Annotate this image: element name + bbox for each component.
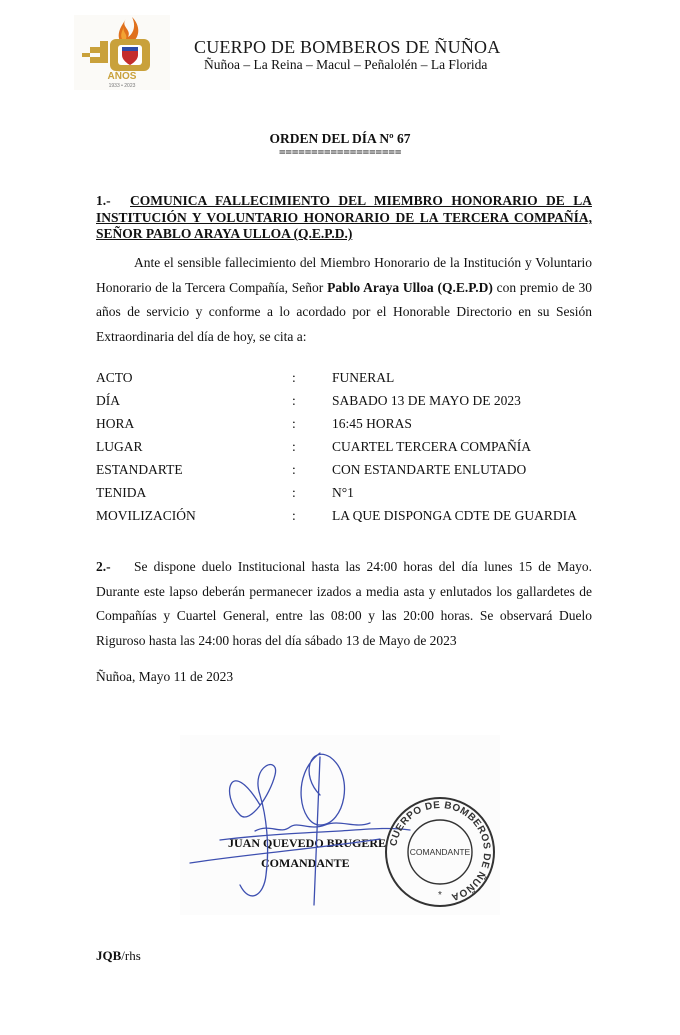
- anniversary-logo: [74, 15, 170, 90]
- section-1-heading-line-2: INSTITUCIÓN Y VOLUNTARIO HONORARIO DE LA TERCERA COMPAÑÍA,: [96, 210, 592, 225]
- svg-text:AÑOS: AÑOS: [107, 71, 137, 82]
- section-1-paragraph: [96, 251, 592, 349]
- official-stamp-icon: [382, 794, 498, 910]
- svg-text:*: *: [438, 890, 442, 901]
- signer-title: COMANDANTE: [261, 856, 350, 870]
- detail-label: MOVILIZACIÓN: [96, 508, 196, 523]
- detail-value: 16:45 HORAS: [332, 416, 412, 431]
- detail-row: [96, 439, 592, 462]
- title-rule: ===================: [278, 145, 402, 159]
- detail-label: ESTANDARTE: [96, 462, 183, 477]
- svg-text:COMANDANTE: COMANDANTE: [409, 847, 471, 857]
- detail-label: DÍA: [96, 393, 120, 408]
- initials-reference: [96, 948, 141, 964]
- svg-text:1933 • 2023: 1933 • 2023: [108, 83, 136, 89]
- organization-name: CUERPO DE BOMBEROS DE ÑUÑOA: [194, 37, 501, 57]
- section-2-text: Se dispone duelo Institucional hasta las 24:00 horas del día lunes 15 de Mayo. Durante este lapso deberán permanecer izados a media asta y enlutados los gallardetes de Compañías y Cuartel General, entre las 08:00 y las 20:00 horas. Se observará Duelo Riguroso hasta las 24:00 horas del día sábado 13 de Mayo de 2023: [96, 559, 592, 648]
- detail-row: [96, 416, 592, 439]
- detail-colon: :: [292, 416, 296, 431]
- organization-communes: Ñuñoa – La Reina – Macul – Peñalolén – La Florida: [204, 57, 488, 72]
- deceased-name: Pablo Araya Ulloa (Q.E.P.D): [327, 279, 493, 295]
- signer-name: JUAN QUEVEDO BRUGERE: [228, 836, 387, 850]
- date-line: Ñuñoa, Mayo 11 de 2023: [96, 669, 234, 684]
- paragraph-text: con premio de 30 años de servicio y conforme a lo acordado por el Honorable Directorio en su Sesión Extraordinaria del día de hoy, se cita a:: [96, 279, 592, 344]
- detail-value: N°1: [332, 485, 354, 500]
- initials-rest: /rhs: [121, 948, 141, 963]
- svg-text:CUERPO DE BOMBEROS DE ÑUÑOA: CUERPO DE BOMBEROS DE ÑUÑOA: [388, 799, 493, 903]
- detail-colon: :: [292, 439, 296, 454]
- detail-colon: :: [292, 508, 296, 523]
- detail-value: SABADO 13 DE MAYO DE 2023: [332, 393, 521, 408]
- detail-label: ACTO: [96, 370, 133, 385]
- detail-value: LA QUE DISPONGA CDTE DE GUARDIA: [332, 508, 577, 523]
- detail-row: [96, 370, 592, 393]
- detail-colon: :: [292, 462, 296, 477]
- section-1-heading-line-1: COMUNICA FALLECIMIENTO DEL MIEMBRO HONORARIO DE LA: [130, 193, 592, 208]
- detail-row: [96, 508, 592, 531]
- initials-bold: JQB: [96, 948, 122, 963]
- detail-colon: :: [292, 485, 296, 500]
- detail-label: HORA: [96, 416, 135, 431]
- detail-label: TENIDA: [96, 485, 147, 500]
- order-title: ORDEN DEL DÍA Nº 67: [269, 131, 411, 146]
- detail-row: [96, 485, 592, 508]
- detail-colon: :: [292, 393, 296, 408]
- paragraph-text: Ante el sensible fallecimiento del Miembro Honorario de la Institución y Voluntario Honorario de la Tercera Compañía, Señor: [96, 255, 592, 295]
- section-2-number: 2.-: [96, 559, 111, 574]
- detail-value: CON ESTANDARTE ENLUTADO: [332, 462, 527, 477]
- section-1-number: 1.-: [96, 193, 111, 208]
- fire-logo-icon: [74, 15, 170, 90]
- detail-value: FUNERAL: [332, 370, 395, 385]
- section-2-paragraph: [96, 555, 592, 653]
- detail-row: [96, 393, 592, 416]
- detail-row: [96, 462, 592, 485]
- detail-value: CUARTEL TERCERA COMPAÑÍA: [332, 439, 531, 454]
- detail-colon: :: [292, 370, 296, 385]
- detail-label: LUGAR: [96, 439, 143, 454]
- section-1-heading-line-3: SEÑOR PABLO ARAYA ULLOA (Q.E.P.D.): [96, 226, 353, 241]
